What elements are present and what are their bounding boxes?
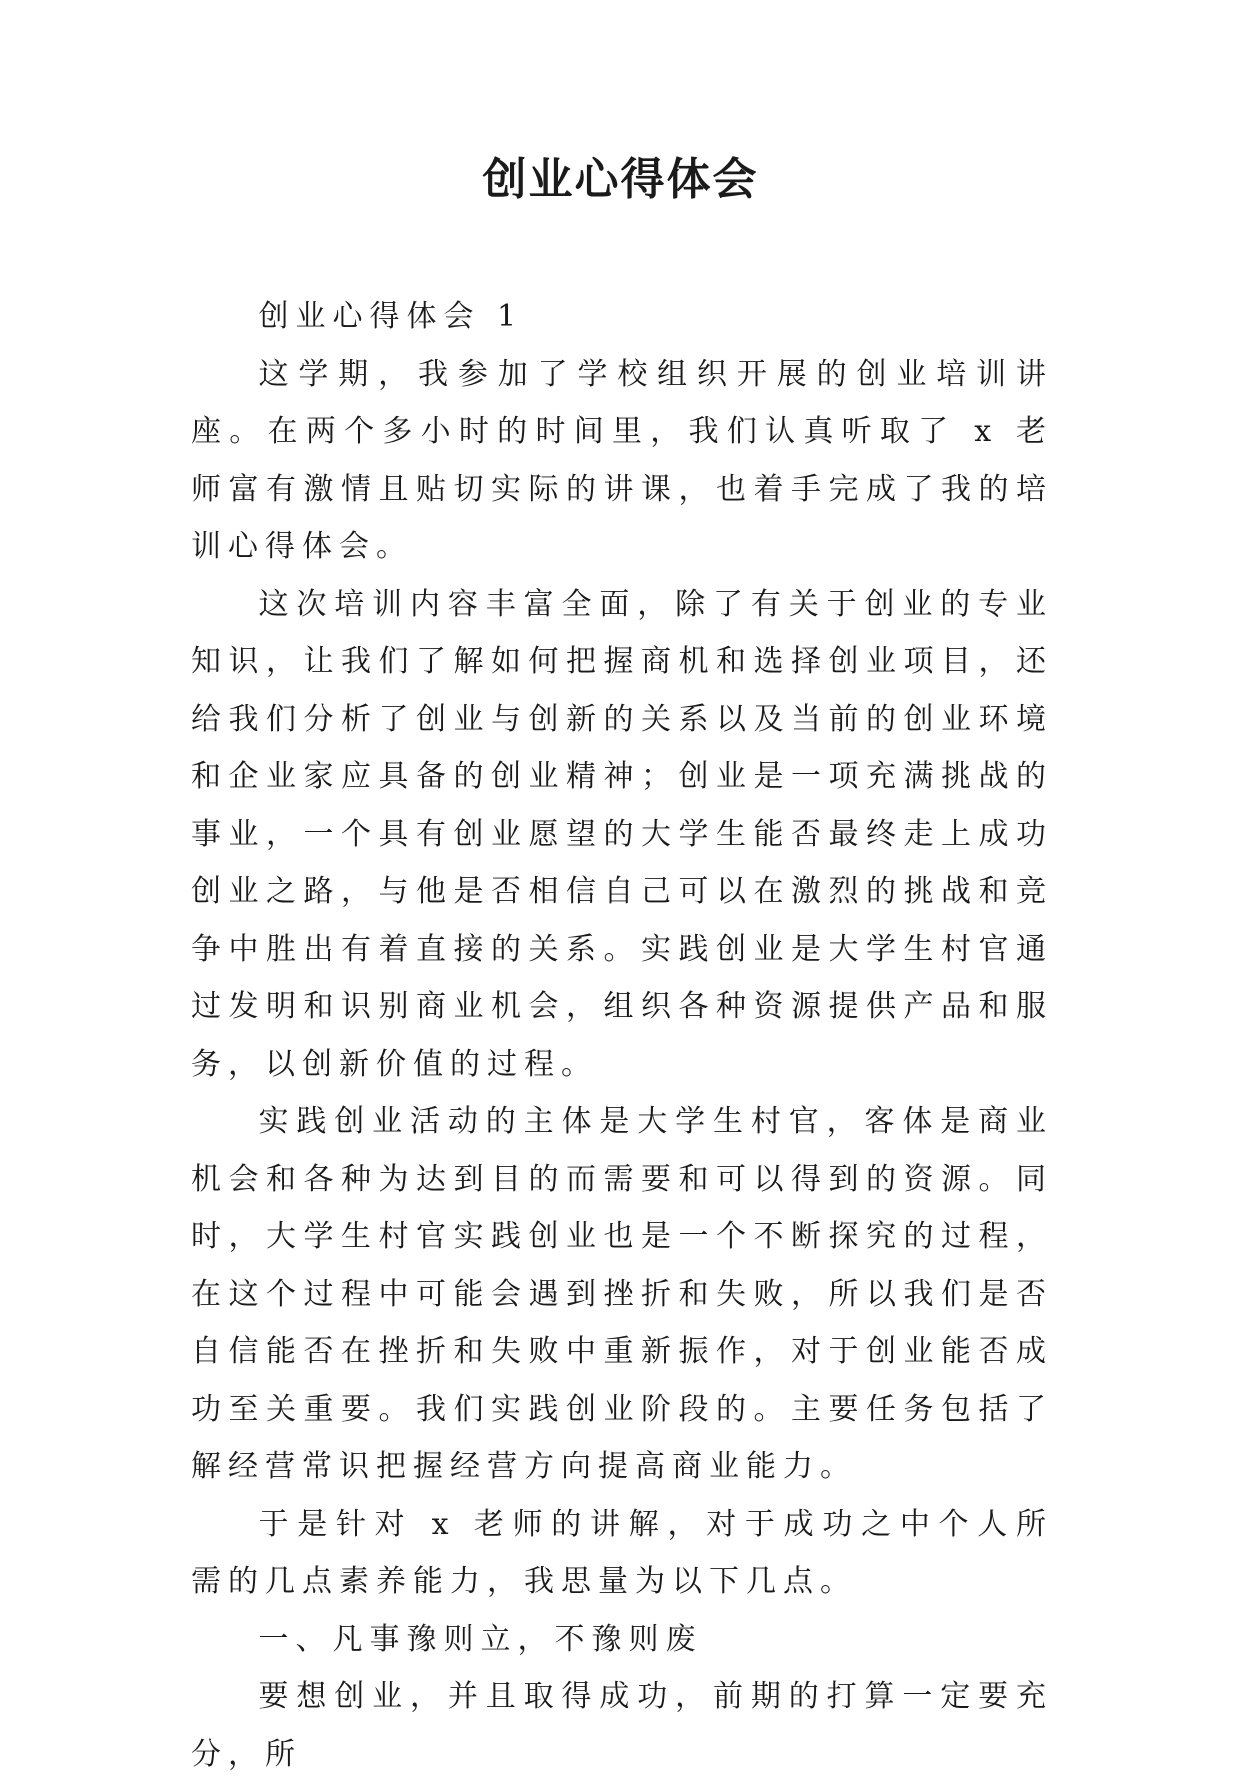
paragraph: 于是针对 x 老师的讲解，对于成功之中个人所需的几点素养能力，我思量为以下几点。	[191, 1506, 1053, 1599]
subheading: 一、凡事豫则立，不豫则废	[258, 1621, 703, 1657]
paragraph: 这次培训内容丰富全面，除了有关于创业的专业知识，让我们了解如何把握商机和选择创业项目，还给我们分析了创业与创新的关系以及当前的创业环境和企业家应具备的创业精神；创业是一项充满挑战的事业，一个具有创业愿望的大学生能否最终走上成功创业之路，与他是否相信自己可以在激烈的挑战和竞争中胜出有着直接的关系。实践创业是大学生村官通过发明和识别商业机会，组织各种资源提供产品和服务，以创新价值的过程。	[191, 586, 1053, 1082]
paragraph: 要想创业，并且取得成功，前期的打算一定要充分，所	[191, 1679, 1053, 1772]
document-body	[191, 288, 1053, 1783]
section-heading: 创业心得体会 1	[258, 299, 524, 334]
paragraph: 这学期，我参加了学校组织开展的创业培训讲座。在两个多小时的时间里，我们认真听取了 x 老师富有激情且贴切实际的讲课，也着手完成了我的培训心得体会。	[191, 356, 1053, 564]
document-title: 创业心得体会	[482, 154, 759, 205]
paragraph: 实践创业活动的主体是大学生村官，客体是商业机会和各种为达到目的而需要和可以得到的资源。同时，大学生村官实践创业也是一个不断探究的过程，在这个过程中可能会遇到挫折和失败，所以我们是否自信能否在挫折和失败中重新振作，对于创业能否成功至关重要。我们实践创业阶段的。主要任务包括了解经营常识把握经营方向提高商业能力。	[191, 1104, 1053, 1484]
